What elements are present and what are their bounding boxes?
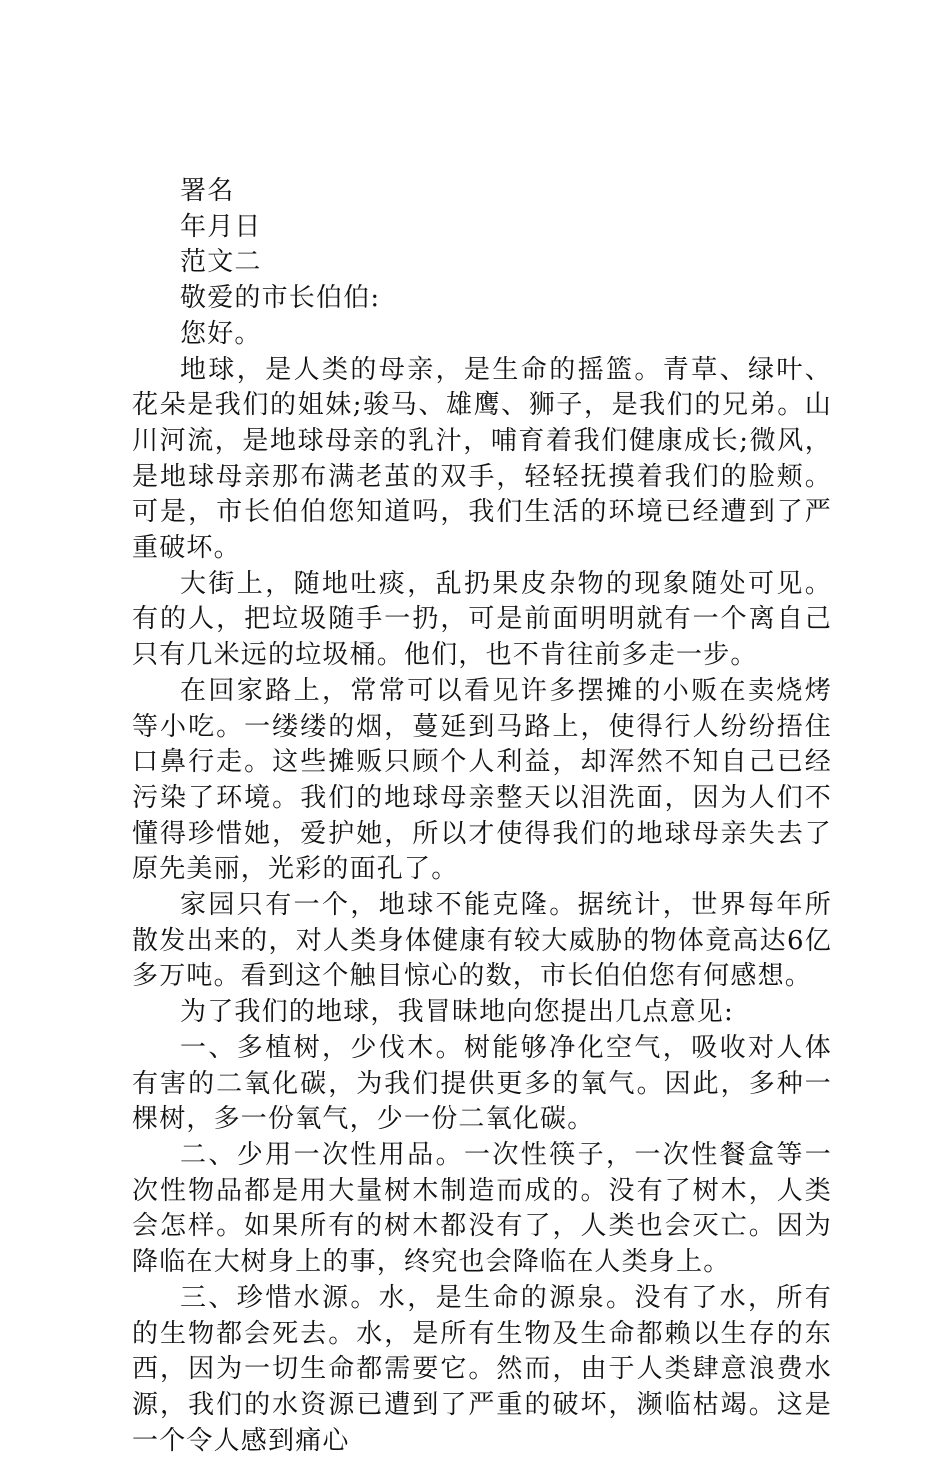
section-title: 范文二 <box>180 247 262 278</box>
paragraph: 大街上，随地吐痰，乱扔果皮杂物的现象随处可见。有的人，把垃圾随手一扔，可是前面明明就有一个离自己只有几米远的垃圾桶。他们，也不肯往前多走一步。 <box>132 568 832 671</box>
paragraph: 一、多植树，少伐木。树能够净化空气，吸收对人体有害的二氧化碳，为我们提供更多的氧气。因此，多种一棵树，多一份氧气，少一份二氧化碳。 <box>132 1032 832 1135</box>
paragraph: 三、珍惜水源。水，是生命的源泉。没有了水，所有的生物都会死去。水，是所有生物及生命都赖以生存的东西，因为一切生命都需要它。然而，由于人类肆意浪费水源，我们的水资源已遭到了严重的破坏，濒临枯竭。这是一个令人感到痛心 <box>132 1282 832 1456</box>
letter-body <box>132 174 832 1459</box>
paragraph: 为了我们的地球，我冒昧地向您提出几点意见: <box>180 997 734 1028</box>
signature-line: 署名 <box>180 176 235 206</box>
greeting: 您好。 <box>180 318 262 349</box>
paragraph: 二、少用一次性用品。一次性筷子，一次性餐盒等一次性物品都是用大量树木制造而成的。没有了树木，人类会怎样。如果所有的树木都没有了，人类也会灭亡。因为降临在大树身上的事，终究也会降临在人类身上。 <box>132 1139 832 1278</box>
salutation: 敬爱的市长伯伯: <box>180 283 381 314</box>
date-line: 年月日 <box>180 211 262 242</box>
paragraph: 在回家路上，常常可以看见许多摆摊的小贩在卖烧烤等小吃。一缕缕的烟，蔓延到马路上，使得行人纷纷捂住口鼻行走。这些摊贩只顾个人利益，却浑然不知自己已经污染了环境。我们的地球母亲整天以泪洗面，因为人们不懂得珍惜她，爱护她，所以才使得我们的地球母亲失去了原先美丽，光彩的面孔了。 <box>132 675 832 885</box>
paragraph: 家园只有一个，地球不能克隆。据统计，世界每年所散发出来的，对人类身体健康有较大威胁的物体竟高达6亿多万吨。看到这个触目惊心的数，市长伯伯您有何感想。 <box>132 890 832 992</box>
paragraph: 地球，是人类的母亲，是生命的摇篮。青草、绿叶、花朵是我们的姐妹;骏马、雄鹰、狮子，是我们的兄弟。山川河流，是地球母亲的乳汁，哺育着我们健康成长;微风，是地球母亲那布满老茧的双手，轻轻抚摸着我们的脸颊。可是，市长伯伯您知道吗，我们生活的环境已经遭到了严重破坏。 <box>132 354 832 564</box>
